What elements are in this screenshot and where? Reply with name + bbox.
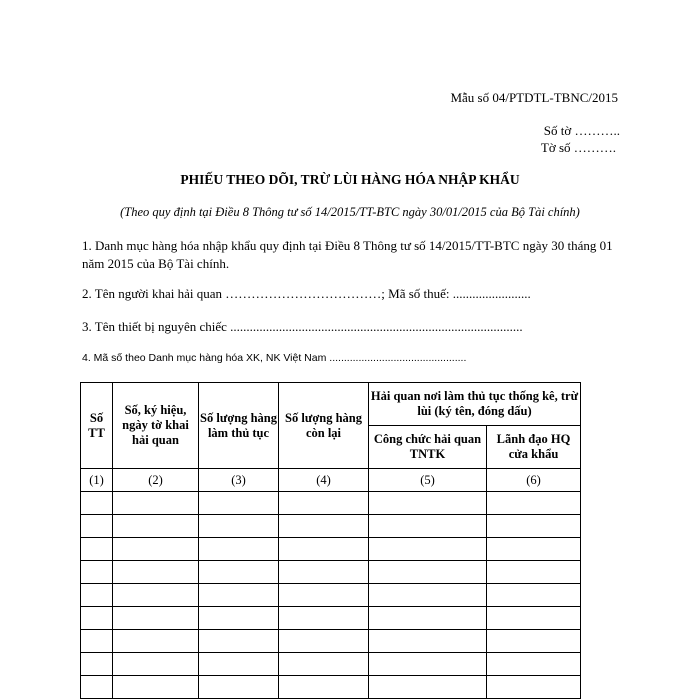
table-cell bbox=[81, 653, 113, 676]
table-cell bbox=[487, 538, 581, 561]
header-officer: Công chức hải quan TNTK bbox=[369, 426, 487, 469]
table-cell bbox=[487, 653, 581, 676]
table-cell bbox=[199, 607, 279, 630]
table-row bbox=[81, 584, 581, 607]
form-number: Mẫu số 04/PTDTL-TBNC/2015 bbox=[450, 90, 618, 105]
item-1-goods-list: 1. Danh mục hàng hóa nhập khẩu quy định tại Điều 8 Thông tư số 14/2015/TT-BTC ngày 30 tháng 01 năm 2015 của Bộ Tài chính. bbox=[82, 238, 613, 271]
table-cell bbox=[369, 538, 487, 561]
table-cell bbox=[487, 492, 581, 515]
table-row bbox=[81, 538, 581, 561]
tracking-table bbox=[80, 382, 581, 699]
table-cell bbox=[369, 515, 487, 538]
sheet-index: Tờ số ………. bbox=[540, 140, 616, 155]
table-row bbox=[81, 561, 581, 584]
table-cell bbox=[279, 607, 369, 630]
table-cell bbox=[113, 561, 199, 584]
table-row bbox=[81, 653, 581, 676]
table-cell bbox=[113, 538, 199, 561]
table-cell bbox=[81, 515, 113, 538]
table-cell bbox=[199, 630, 279, 653]
table-cell bbox=[81, 561, 113, 584]
table-cell bbox=[113, 607, 199, 630]
table-cell bbox=[81, 538, 113, 561]
table-cell bbox=[199, 538, 279, 561]
table-cell bbox=[369, 561, 487, 584]
table-cell bbox=[113, 653, 199, 676]
table-cell bbox=[81, 492, 113, 515]
table-cell bbox=[113, 492, 199, 515]
item-4-hs-code: 4. Mã số theo Danh mục hàng hóa XK, NK Việt Nam ............................................... bbox=[82, 352, 467, 364]
item-2-declarant: 2. Tên người khai hải quan ………………………………; Mã số thuế: ........................ bbox=[82, 286, 531, 301]
table-cell bbox=[81, 630, 113, 653]
item-3-equipment-name: 3. Tên thiết bị nguyên chiếc .......................................................................................... bbox=[82, 319, 523, 334]
column-number: (5) bbox=[369, 469, 487, 492]
table-cell bbox=[113, 630, 199, 653]
table-cell bbox=[279, 630, 369, 653]
table-row bbox=[81, 630, 581, 653]
table-cell bbox=[199, 676, 279, 699]
table-cell bbox=[279, 538, 369, 561]
table-cell bbox=[487, 607, 581, 630]
column-number: (1) bbox=[81, 469, 113, 492]
column-number: (6) bbox=[487, 469, 581, 492]
table-cell bbox=[81, 676, 113, 699]
header-qty-processed: Số lượng hàng làm thủ tục bbox=[199, 383, 279, 469]
table-cell bbox=[279, 492, 369, 515]
table-cell bbox=[369, 584, 487, 607]
document-subtitle: (Theo quy định tại Điều 8 Thông tư số 14/2015/TT-BTC ngày 30/01/2015 của Bộ Tài chính) bbox=[120, 205, 580, 219]
table-cell bbox=[81, 607, 113, 630]
table-row bbox=[81, 492, 581, 515]
header-qty-remaining: Số lượng hàng còn lại bbox=[279, 383, 369, 469]
document-title: PHIẾU THEO DÕI, TRỪ LÙI HÀNG HÓA NHẬP KHẨU bbox=[180, 172, 520, 187]
column-number-row bbox=[81, 469, 581, 492]
column-number: (2) bbox=[113, 469, 199, 492]
table-cell bbox=[369, 630, 487, 653]
table-cell bbox=[487, 515, 581, 538]
header-leader: Lãnh đạo HQ cửa khẩu bbox=[487, 426, 581, 469]
column-number: (4) bbox=[279, 469, 369, 492]
table-row bbox=[81, 607, 581, 630]
table-cell bbox=[487, 561, 581, 584]
table-row bbox=[81, 676, 581, 699]
table-cell bbox=[81, 584, 113, 607]
header-stt: Số TT bbox=[81, 383, 113, 469]
table-cell bbox=[113, 584, 199, 607]
table-cell bbox=[113, 676, 199, 699]
table-cell bbox=[369, 607, 487, 630]
header-declaration: Số, ký hiệu, ngày tờ khai hải quan bbox=[113, 383, 199, 469]
table-cell bbox=[199, 492, 279, 515]
table-cell bbox=[279, 653, 369, 676]
table-row bbox=[81, 515, 581, 538]
table-cell bbox=[369, 492, 487, 515]
table-cell bbox=[279, 561, 369, 584]
table-cell bbox=[279, 676, 369, 699]
table-cell bbox=[199, 515, 279, 538]
table-cell bbox=[279, 515, 369, 538]
sheet-number: Số tờ ……….. bbox=[543, 123, 620, 138]
table-cell bbox=[487, 584, 581, 607]
table-cell bbox=[369, 653, 487, 676]
table-cell bbox=[487, 676, 581, 699]
table-cell bbox=[487, 630, 581, 653]
table-cell bbox=[369, 676, 487, 699]
table-cell bbox=[199, 561, 279, 584]
table-cell bbox=[199, 653, 279, 676]
table-cell bbox=[279, 584, 369, 607]
column-number: (3) bbox=[199, 469, 279, 492]
header-customs-group: Hải quan nơi làm thủ tục thống kê, trừ lùi (ký tên, đóng dấu) bbox=[369, 383, 581, 426]
table-cell bbox=[113, 515, 199, 538]
table-cell bbox=[199, 584, 279, 607]
